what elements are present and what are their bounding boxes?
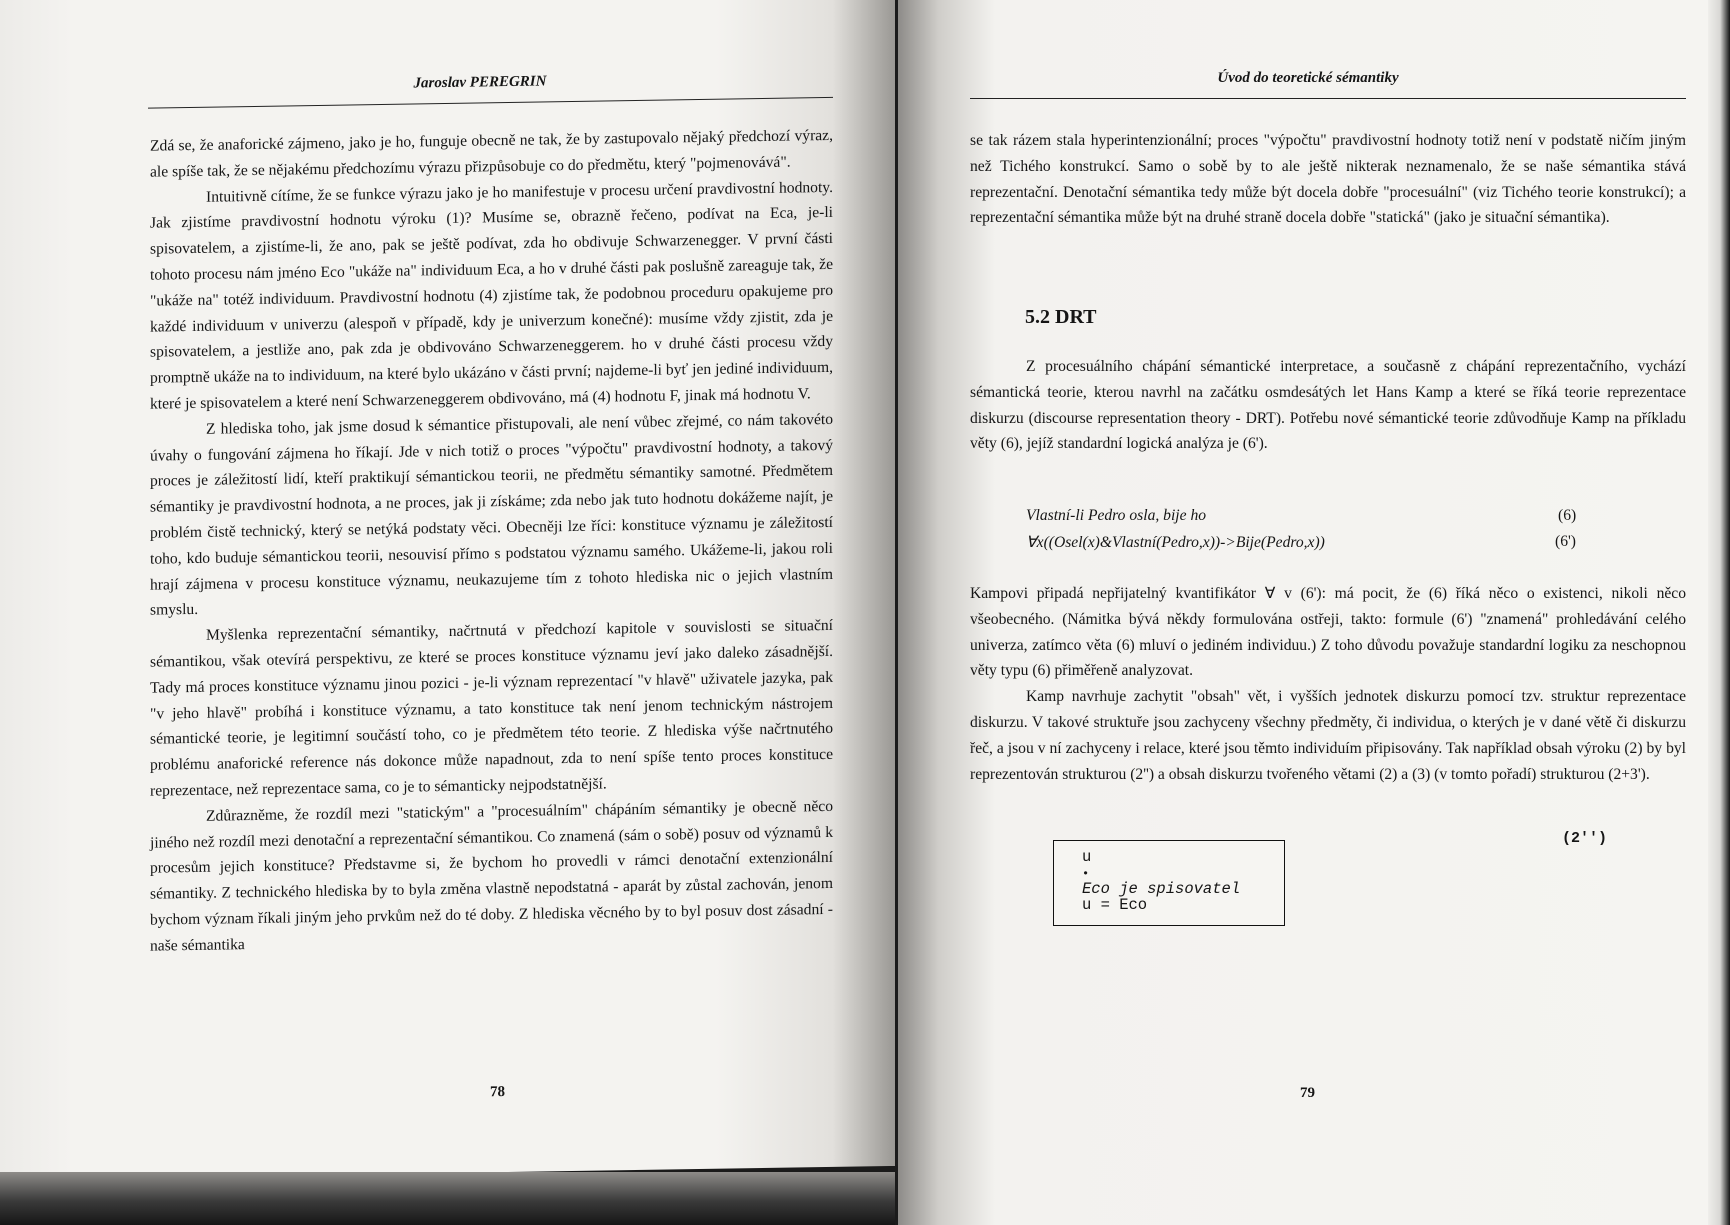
formula-6: Vlastní-li Pedro osla, bije ho [1026, 507, 1207, 524]
drs-structure-box [1053, 840, 1285, 926]
left-body-text [150, 123, 833, 959]
right-page-number: 79 [1300, 1085, 1315, 1101]
formula-6-prime: ∀x((Osel(x)&Vlastní(Pedro,x))->Bije(Pedro,x)) [1026, 534, 1325, 551]
left-page-number: 78 [490, 1084, 505, 1101]
drs-label: (2'') [1562, 830, 1608, 847]
left-paragraph-5: Zdůrazněme, že rozdíl mezi "statickým" a "procesuálním" chápáním sémantiky je obecně něco jiného než rozdíl mezi denotační a reprezentační sémantikou. Co znamená (sám o sobě) posuv od významů k procesům jejich konstituce? Představme si, že bychom ho provedli v rámci denotační extenzionální sémantiky. Z technického hlediska by to byla změna vlastně nepodstatná - aparát by zůstal zachován, jenom bychom význam říkali jiným jeho prvkům než do té doby. Z hlediska věcného by to byl posuv dost zásadní - naše sémantika [150, 797, 833, 955]
left-header-rule [148, 97, 833, 109]
right-page-edge [1708, 0, 1730, 1225]
bottom-shadow [0, 1172, 895, 1225]
left-paragraph-2: Intuitivně cítíme, že se funkce výrazu jako je ho manifestuje v procesu určení pravdivostní hodnoty. Jak zjistíme pravdivostní hodnotu výroku (1)? Musíme se, obrazně řečeno, podívat na Eca, je-li spisovatelem, a zjistíme-li, že ano, pak se ještě podívat, zda ho obdivuje Schwarzenegger. V první části tohoto procesu nám jméno Eco "ukáže na" individuum Eca, a ho v druhé části pak poslušně zareaguje tak, že "ukáže na" totéž individuum. Pravdivostní hodnotu (4) zjistíme tak, že podobnou proceduru opakujeme pro každé individuum v univerzu (alespoň v případě, kdy je univerzum konečné): musíme vždy zjistit, zda je spisovatelem, a jestliže ano, pak zda je obdivováno Schwarzeneggerem. ho v druhé části procesu vždy promptně ukáže na to individuum, na které bylo ukázáno v části první; najdeme-li byť jen jediné individuum, které je spisovatelem a které není Schwarzeneggerem obdivováno, má (4) hodnotu F, jinak má hodnotu V. [150, 178, 833, 413]
right-section-text [970, 354, 1686, 457]
right-paragraph-section: Z procesuálního chápání sémantické interpretace, a současně z chápání reprezentačního, vychází sémantická teorie, kterou navrhl na začátku osmdesátých let Hans Kamp a které se říká teorie reprezentace diskurzu (discourse representation theory - DRT). Potřebu nové sémantické teorie zdůvodňuje Kamp na příkladu věty (6), jejíž standardní logická analýza je (6'). [970, 358, 1686, 453]
right-paragraph-after-1: Kampovi připadá nepřijatelný kvantifikátor ∀ v (6'): má pocit, že (6) říká něco o existenci, nikoli něco všeobecného. (Námitka bývá někdy formulována ostřeji, takto: formule (6') "znamená" prohledávání celého univerza, zatímco věta (6) mluví o jediném individuu.) Z toho důvodu považuje standardní logiku za neschopnou věty typu (6) přiměřeně analyzovat. [970, 585, 1686, 680]
drs-referent: u [1082, 848, 1092, 866]
formula-6-prime-number: (6') [1555, 533, 1576, 550]
left-paragraph-4: Myšlenka reprezentační sémantiky, načrtnutá v předchozí kapitole v souvislosti se situační sémantikou, však otevírá perspektivu, ze které se proces konstituce významu jeví jako daleko zásadnější. Tady má proces konstituce významu jinou pozici - je-li význam reprezentací "v hlavě" uživatele jazyka, pak "v jeho hlavě" probíhá i konstituce významu, a tato konstituce tak není jenom technickým nástrojem sémantické teorie, je legitimní součástí toho, co je předmětem této teorie. Z hlediska výše načrtnutého problému anaforické reference nás dokonce může napadnout, zda to není spíše tento proces konstituce reprezentace, než reprezentace sama, co je to sémanticky nejpodstatnější. [150, 617, 833, 800]
left-page [0, 0, 895, 1180]
drs-condition-1: Eco je spisovatel [1082, 880, 1241, 898]
right-page [898, 0, 1708, 1225]
section-title: 5.2 DRT [1025, 306, 1097, 328]
right-after-text [970, 581, 1686, 787]
right-intro-text [970, 128, 1686, 231]
right-paragraph-after-2: Kamp navrhuje zachytit "obsah" vět, i vyšších jednotek diskurzu pomocí tzv. struktur reprezentace diskurzu. V takové struktuře jsou zachyceny všechny předměty, či individua, o kterých je v dané větě či diskurzu řeč, a jsou v ní zachyceny i relace, které jsou těmto individuím připisovány. Tak například obsah výroku (2) by byl reprezentován strukturou (2'') a obsah diskurzu tvořeného větami (2) a (3) (v tomto pořadí) strukturou (2+3'). [970, 688, 1686, 783]
left-paragraph-1: Zdá se, že anaforické zájmeno, jako je ho, funguje obecně ne tak, že by zastupovalo nějaký předchozí výraz, ale spíše tak, že se nějakému předchozímu výrazu přizpůsobuje co do předmětu, který "pojmenovává". [150, 126, 833, 181]
right-paragraph-intro: se tak rázem stala hyperintenzionální; proces "výpočtu" pravdivostní hodnoty totiž není v podstatě ničím jiným než Tichého konstrukcí. Samo o sobě by to ale ještě nikterak neznamenalo, že se naše sémantika stává reprezentační. Denotační sémantika tedy může být docela dobře "procesuální" (viz Tichého teorie konstrukcí); a reprezentační sémantika může být na druhé straně docela dobře "statická" (jako je situační sémantika). [970, 132, 1686, 227]
formula-6-number: (6) [1558, 507, 1577, 524]
right-header-rule [970, 98, 1686, 99]
drs-condition-2: u = Eco [1082, 896, 1148, 914]
left-running-header: Jaroslav PEREGRIN [413, 73, 547, 92]
drs-separator-dot: • [1082, 867, 1090, 881]
right-running-header: Úvod do teoretické sémantiky [1217, 70, 1399, 86]
left-paragraph-3: Z hlediska toho, jak jsme dosud k sémantice přistupovali, ale není vůbec zřejmé, co nám takovéto úvahy o fungování zájmena ho říkají. Jde v nich totiž o proces "výpočtu" pravdivostní hodnoty, a takový proces je záležitostí lidí, kteří praktikují sémantickou teorii, ne předmětu sémantiky samotné. Předmětem sémantiky je pravdivostní hodnota, a ne proces, jak ji získáme; zda nebo jak tuto hodnotu dokážeme najít, je problém čistě technický, který se netýká podstaty věci. Obecněji lze říci: konstituce významu je záležitostí toho, kdo buduje sémantickou teorii, nesouvisí přímo s podstatou významu samého. Ukážeme-li, jakou roli hrají zájmena v procesu konstituce významu, neukazujeme tím z tohoto hlediska nic o jejich vlastním smyslu. [150, 410, 833, 619]
